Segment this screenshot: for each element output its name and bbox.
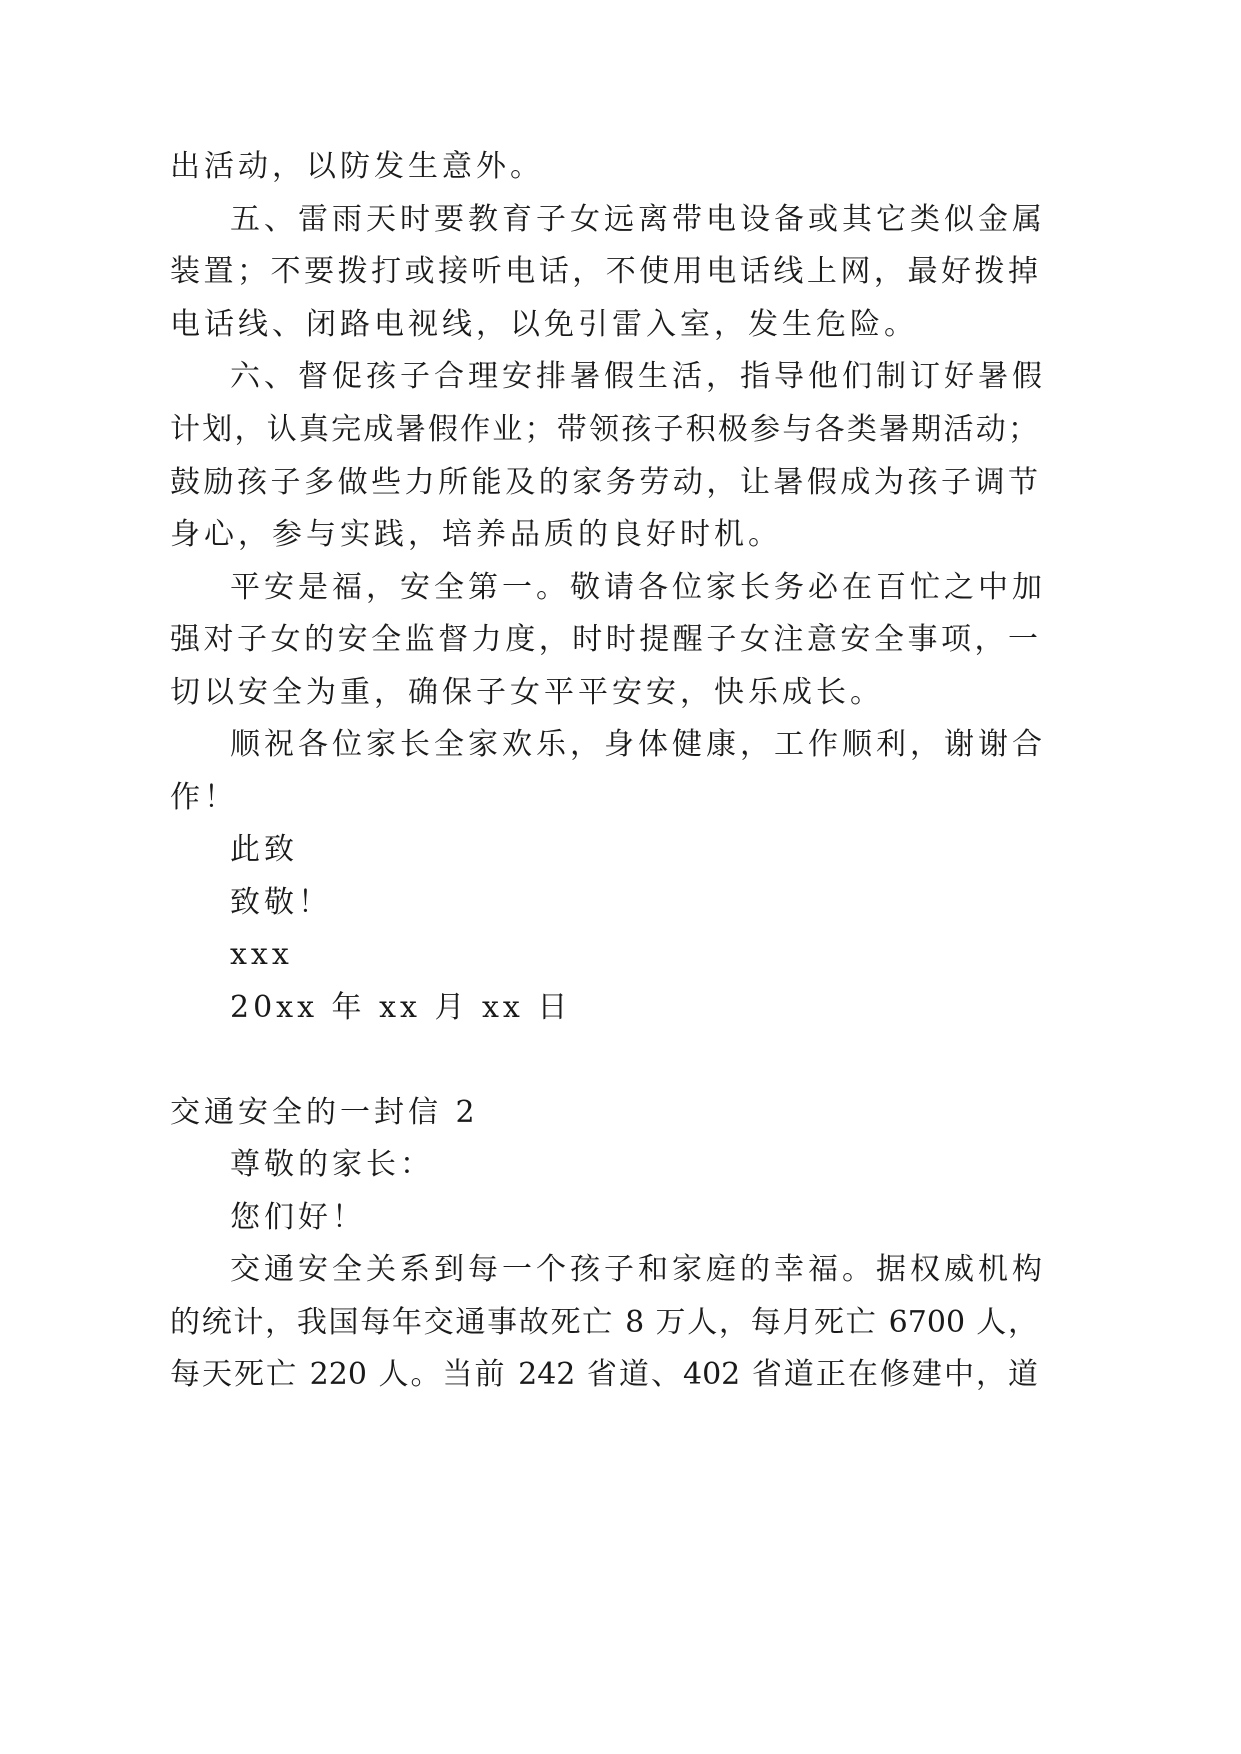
paragraph-line: 六、督促孩子合理安排暑假生活，指导他们制订好暑假	[230, 359, 1046, 394]
paragraph-line: 五、雷雨天时要教育子女远离带电设备或其它类似金属	[230, 202, 1046, 237]
closing-line: 致敬！	[230, 885, 332, 920]
paragraph-line: 装置；不要拨打或接听电话，不使用电话线上网，最好拨掉	[170, 254, 1038, 289]
paragraph-line: 平安是福，安全第一。敬请各位家长务必在百忙之中加	[230, 570, 1046, 605]
section-title: 交通安全的一封信 2	[170, 1095, 479, 1130]
paragraph-line: 出活动，以防发生意外。	[170, 149, 544, 184]
paragraph-line: 计划，认真完成暑假作业；带领孩子积极参与各类暑期活动；	[170, 412, 1038, 447]
closing-line: 此致	[230, 832, 298, 867]
signature: xxx	[230, 937, 293, 972]
paragraph-line: 鼓励孩子多做些力所能及的家务劳动，让暑假成为孩子调节	[170, 465, 1038, 500]
paragraph-line: 切以安全为重，确保子女平平安安，快乐成长。	[170, 675, 884, 710]
paragraph-line: 电话线、闭路电视线，以免引雷入室，发生危险。	[170, 307, 918, 342]
paragraph-line: 顺祝各位家长全家欢乐，身体健康，工作顺利，谢谢合	[230, 727, 1046, 762]
date-line: 20xx 年 xx 月 xx 日	[230, 990, 572, 1025]
paragraph-line: 强对子女的安全监督力度，时时提醒子女注意安全事项，一	[170, 622, 1038, 657]
paragraph-line: 身心，参与实践，培养品质的良好时机。	[170, 517, 782, 552]
salutation: 尊敬的家长：	[230, 1147, 434, 1182]
greeting: 您们好！	[230, 1200, 366, 1235]
paragraph-line: 交通安全关系到每一个孩子和家庭的幸福。据权威机构	[230, 1252, 1046, 1287]
paragraph-line: 的统计，我国每年交通事故死亡 8 万人，每月死亡 6700 人，	[170, 1305, 1038, 1340]
paragraph-line: 每天死亡 220 人。当前 242 省道、402 省道正在修建中，道	[170, 1357, 1038, 1392]
paragraph-line: 作！	[170, 780, 238, 815]
